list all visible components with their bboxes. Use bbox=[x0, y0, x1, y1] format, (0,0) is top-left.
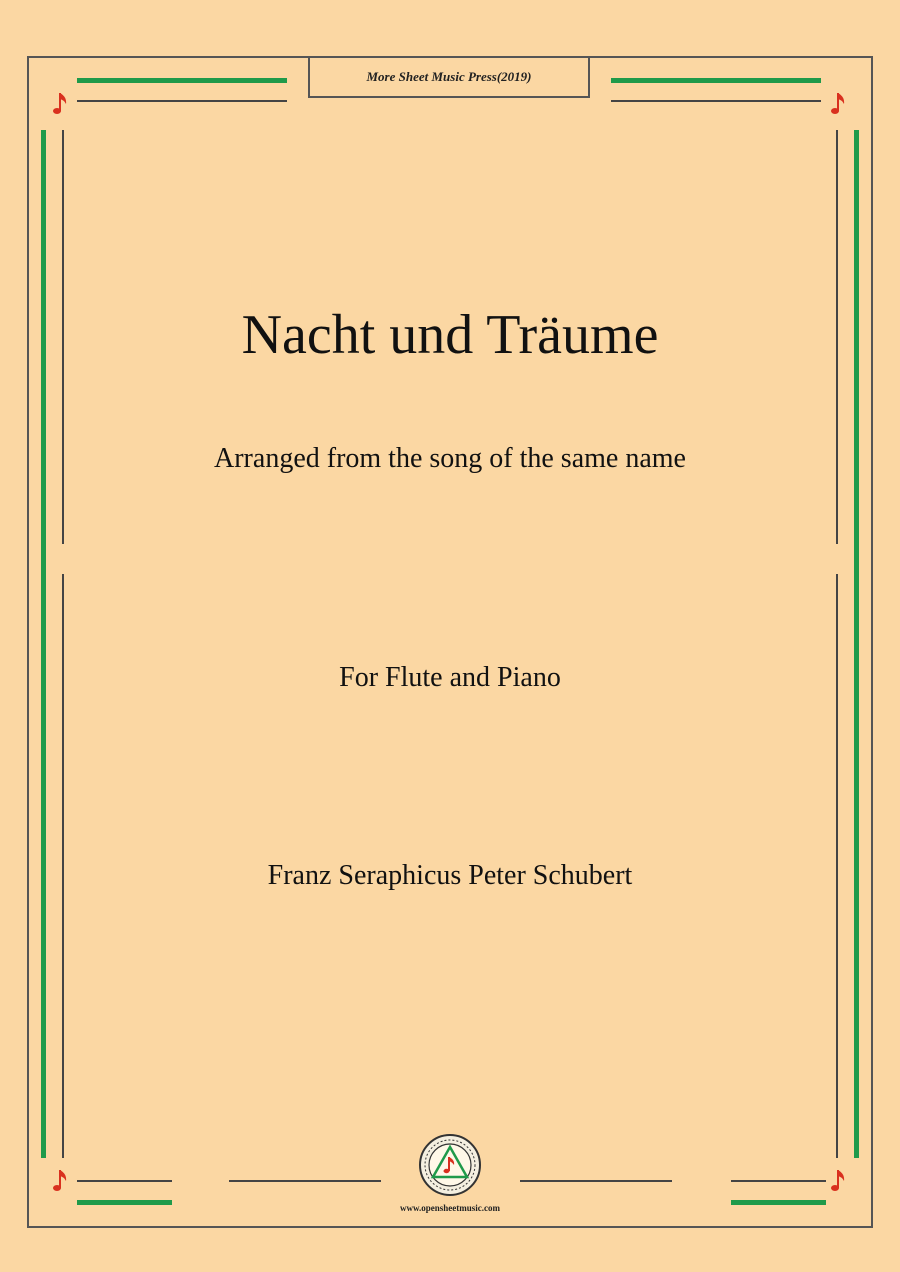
music-note-icon bbox=[52, 90, 70, 118]
music-note-icon bbox=[830, 90, 848, 118]
composer-name: Franz Seraphicus Peter Schubert bbox=[267, 860, 633, 891]
bottom-center-left-line bbox=[229, 1180, 381, 1182]
opensheetmusic-logo bbox=[418, 1133, 482, 1197]
outer-frame bbox=[27, 56, 873, 1228]
music-note-icon bbox=[830, 1167, 848, 1195]
footer-url: www.opensheetmusic.com bbox=[400, 1203, 500, 1213]
subtitle: Arranged from the song of the same name bbox=[214, 443, 686, 474]
instrumentation: For Flute and Piano bbox=[339, 662, 561, 693]
top-left-line bbox=[77, 100, 287, 102]
right-green-bar bbox=[854, 130, 859, 1158]
top-left-green-bar bbox=[77, 78, 287, 83]
publisher-label: More Sheet Music Press(2019) bbox=[308, 58, 590, 98]
music-note-icon bbox=[52, 1167, 70, 1195]
bottom-center-right-line bbox=[520, 1180, 672, 1182]
top-right-line bbox=[611, 100, 821, 102]
top-right-green-bar bbox=[611, 78, 821, 83]
bottom-left-line bbox=[77, 1180, 172, 1182]
page-title: Nacht und Träume bbox=[241, 304, 659, 366]
left-green-bar bbox=[41, 130, 46, 1158]
bottom-right-line bbox=[731, 1180, 826, 1182]
